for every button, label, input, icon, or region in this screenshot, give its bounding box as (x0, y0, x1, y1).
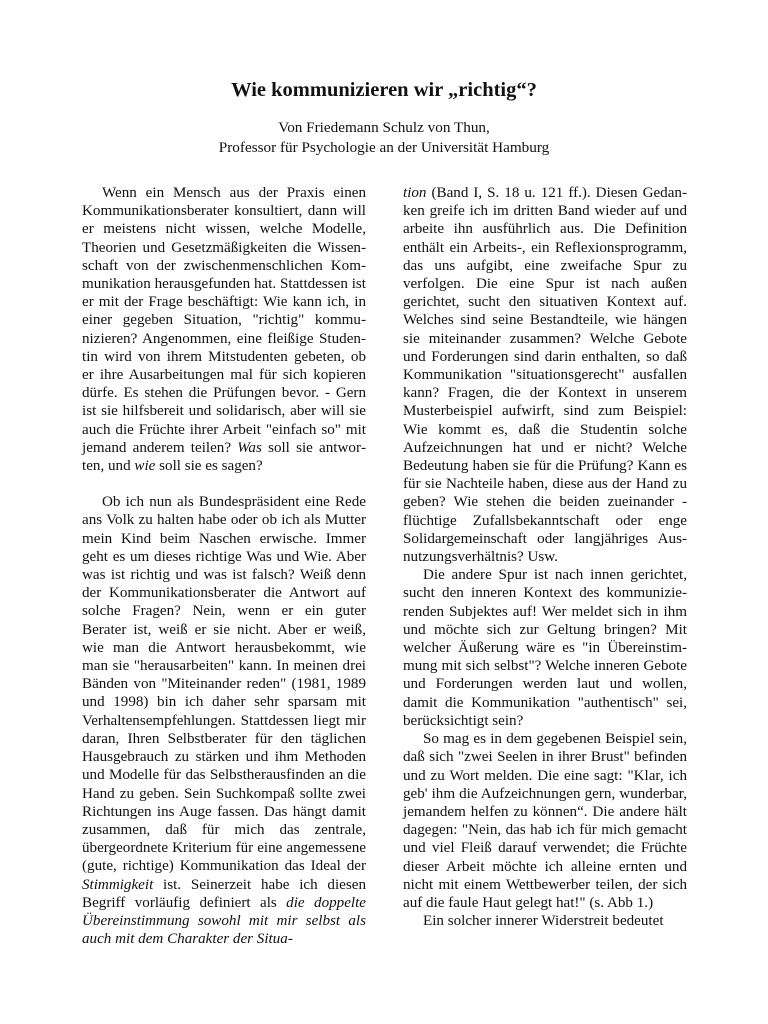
paragraph: tion (Band I, S. 18 u. 121 ff.). Diesen Gedanken greife ich im dritten Band wieder auf und arbeite ihn ausführlich aus. Die Definition enthält ein Arbeits-, ein Reflexionsprogramm, das uns aufgibt, eine zweifache Spur zu verfolgen. Die eine Spur ist nach außen gerichtet, sucht den situativen Kontext auf. Welches sind seine Bestandteile, wie hängen sie miteinander zusammen? Welche Gebote und Forderungen sind darin enthalten, so daß Kommunikation "situationsgerecht" ausfallen kann? Fragen, die der Kontext in unserem Musterbeispiel aufwirft, sind zum Beispiel: Wie kommt es, daß die Studentin solche Aufzeichnungen hat und er nicht? Welche Bedeutung haben sie für die Prüfung? Kann es für sie Nachteile haben, diese aus der Hand zu geben? Wie stehen die beiden zueinander - flüchtige Zufallsbekanntschaft oder enge Solidargemeinschaft oder langjähriges Ausnutzungsverhältnis? Usw. (403, 185, 687, 566)
paragraph: Ob ich nun als Bundespräsident eine Rede ans Volk zu halten habe oder ob ich als Mutter mein Kind beim Naschen erwische. Immer geht es um dieses richtige Was und Wie. Aber was ist richtig und was ist falsch? Weiß denn der Kommunikationsberater die Antwort auf solche Fragen? Nein, wenn er ein guter Berater ist, weiß er sie nicht. Aber er weiß, wie man die Antwort herausbekommt, wie man sie "herausarbeiten" kann. In meinen drei Bänden von "Miteinander reden" (1981, 1989 und 1998) bin ich daher sehr sparsam mit Verhaltensempfehlungen. Stattdessen liegt mir daran, Ihren Selbstberater für den täglichen Hausgebrauch zu stärken und ihm Methoden und Modelle für das Selbstherausfinden an die Hand zu geben. Sein Suchkompaß sollte zwei Richtungen ins Auge fassen. Das hängt damit zusammen, daß für mich das zentrale, übergeordnete Kriterium für eine angemessene (gute, richtige) Kommunikation das Ideal der Stimmigkeit ist. Seinerzeit habe ich diesen Begriff vorläufig definiert als die doppelte Übereinstimmung sowohl mit mir selbst als auch mit dem Charakter der Situa- (82, 494, 366, 948)
author-affiliation: Professor für Psychologie an der Universität Hamburg (218, 139, 550, 156)
article-title: Wie kommunizieren wir „richtig“? (231, 79, 537, 101)
paragraph: Ein solcher innerer Widerstreit bedeutet (423, 913, 664, 930)
paragraph: Wenn ein Mensch aus der Praxis einen Kommunikationsberater konsultiert, dann will er meistens nicht wissen, welche Modelle, Theorien und Gesetzmäßigkeiten die Wissenschaft von der zwischenmenschlichen Kommunikation herausgefunden hat. Stattdessen ist er mit der Frage beschäftigt: Wie kann ich, in einer gegeben Situation, "richtig" kommunizieren? Angenommen, eine fleißige Studentin wird von ihrem Mitstudenten gebeten, ob er ihre Ausarbeitungen mal für sich kopieren dürfe. Es stehen die Prüfungen bevor. - Gern ist sie hilfsbereit und solidarisch, aber will sie auch die Früchte ihrer Arbeit "einfach so" mit jemand anderem teilen? Was soll sie antworten, und wie soll sie es sagen? (82, 185, 367, 475)
author-byline (0, 118, 768, 158)
paragraph: So mag es in dem gegebenen Beispiel sein, daß sich "zwei Seelen in ihrer Brust" befinden und zu Wort melden. Die eine sagt: "Klar, ich geb' ihm die Aufzeichnungen gern, wunderbar, jemandem helfen zu können“. Die andere hält dagegen: "Nein, das hab ich für mich gemacht und viel Fleiß darauf verwendet; die Früchte dieser Arbeit möchte ich alleine ernten und nicht mit einem Wettbewerber teilen, der sich auf die faule Haut gelegt hat!" (s. Abb 1.) (403, 731, 687, 911)
paragraph: Die andere Spur ist nach innen gerichtet, sucht den inneren Kontext des kommunizierenden Subjektes auf! Wer meldet sich in ihm und möchte sich zur Geltung bringen? Mit welcher Äußerung wäre es "in Übereinstimmung mit sich selbst"? Welche inneren Gebote und Forderungen werden laut und wollen, damit die Kommunikation "authentisch" sei, berücksichtigt sein? (403, 567, 687, 729)
author-name: Von Friedemann Schulz von Thun, (278, 119, 490, 136)
right-column (403, 184, 687, 930)
left-column (82, 184, 366, 948)
